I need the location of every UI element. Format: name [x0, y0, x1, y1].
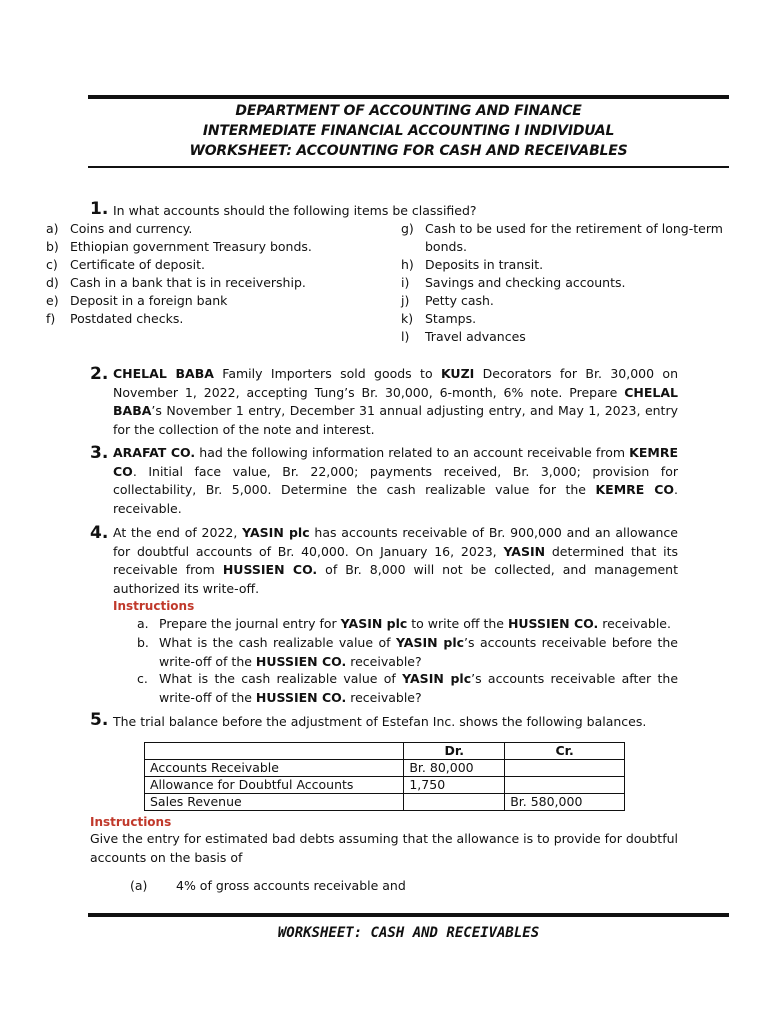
table-header-cell: Cr. — [505, 743, 625, 760]
q5-part-a-text: 4% of gross accounts receivable and — [176, 878, 406, 893]
table-header-cell — [145, 743, 404, 760]
q5-instructions-label: Instructions — [90, 815, 172, 829]
q2-number: 2. — [90, 364, 109, 384]
q3-text: ARAFAT CO. had the following information related to an account receivable from KEMRE CO. Initial face value, Br. 22,000; payments received, Br. 3,000; provision for collectability, Br. 5,000. Determine the cash realizable value for the KEMRE CO. receivable. — [113, 445, 678, 516]
footer-rule — [88, 913, 729, 917]
list-item-continuation: bonds. — [425, 239, 467, 254]
q1-prompt: In what accounts should the following items be classified? — [113, 203, 477, 218]
table-header-row — [145, 743, 625, 760]
list-item: c) Certificate of deposit. — [46, 257, 205, 272]
list-item: a) Coins and currency. — [46, 221, 193, 236]
list-item: g) Cash to be used for the retirement of long-term — [401, 221, 723, 236]
list-item: j) Petty cash. — [401, 293, 494, 308]
footer-title: WORKSHEET: CASH AND RECEIVABLES — [277, 925, 540, 941]
q5-number: 5. — [90, 710, 109, 730]
q4-instructions-label: Instructions — [113, 599, 195, 613]
q4-number: 4. — [90, 523, 109, 543]
table-cell: Accounts Receivable — [145, 760, 404, 777]
q4-part-c: What is the cash realizable value of YASIN plc’s accounts receivable after the write-off of the HUSSIEN CO. receivable? — [159, 671, 679, 705]
q5-part-a-label: (a) — [130, 878, 148, 893]
q4-part-a: Prepare the journal entry for YASIN plc to write off the HUSSIEN CO. receivable. — [159, 616, 671, 631]
table-cell: Br. 80,000 — [404, 760, 505, 777]
table-cell: 1,750 — [404, 777, 505, 794]
list-item: e) Deposit in a foreign bank — [46, 293, 228, 308]
table-row — [145, 760, 625, 777]
q3-number: 3. — [90, 443, 109, 463]
trial-balance-table — [144, 742, 625, 811]
q5-instruction-text: Give the entry for estimated bad debts assuming that the allowance is to provide for doubtful accounts on the basis of — [90, 831, 678, 865]
list-item: b) Ethiopian government Treasury bonds. — [46, 239, 312, 254]
table-cell: Allowance for Doubtful Accounts — [145, 777, 404, 794]
q4-part-b: What is the cash realizable value of YASIN plc’s accounts receivable before the write-off of the HUSSIEN CO. receivable? — [159, 635, 679, 669]
list-item: h) Deposits in transit. — [401, 257, 544, 272]
q4-part-b-label: b. — [137, 635, 149, 650]
table-cell: Br. 580,000 — [505, 794, 625, 811]
table-cell — [505, 777, 625, 794]
header-worksheet-title: WORKSHEET: ACCOUNTING FOR CASH AND RECEIVABLES — [189, 143, 628, 159]
q1-number: 1. — [90, 199, 109, 219]
table-cell: Sales Revenue — [145, 794, 404, 811]
table-header-cell: Dr. — [404, 743, 505, 760]
table-row — [145, 794, 625, 811]
list-item: l) Travel advances — [401, 329, 526, 344]
header-top-rule — [88, 95, 729, 99]
list-item: d) Cash in a bank that is in receivership. — [46, 275, 306, 290]
q4-part-c-label: c. — [137, 671, 148, 686]
q2-text: CHELAL BABA Family Importers sold goods to KUZI Decorators for Br. 30,000 on November 1, 2022, accepting Tung’s Br. 30,000, 6-month, 6% note. Prepare CHELAL BABA’s November 1 entry, December 31 annual adjusting entry, and May 1, 2023, entry for the collection of the note and interest. — [113, 366, 678, 437]
q5-prompt: The trial balance before the adjustment of Estefan Inc. shows the following balances. — [113, 714, 647, 729]
header-bottom-rule — [88, 166, 729, 168]
q4-part-a-label: a. — [137, 616, 149, 631]
header-course: INTERMEDIATE FINANCIAL ACCOUNTING I INDIVIDUAL — [202, 123, 615, 139]
q4-text: At the end of 2022, YASIN plc has accounts receivable of Br. 900,000 and an allowance for doubtful accounts of Br. 40,000. On January 16, 2023, YASIN determined that its receivable from HUSSIEN CO. of Br. 8,000 will not be collected, and management authorized its write-off. — [113, 525, 679, 596]
header-department: DEPARTMENT OF ACCOUNTING AND FINANCE — [235, 103, 582, 119]
table-cell — [505, 760, 625, 777]
list-item: k) Stamps. — [401, 311, 477, 326]
table-cell — [404, 794, 505, 811]
list-item: f) Postdated checks. — [46, 311, 184, 326]
list-item: i) Savings and checking accounts. — [401, 275, 626, 290]
table-row — [145, 777, 625, 794]
